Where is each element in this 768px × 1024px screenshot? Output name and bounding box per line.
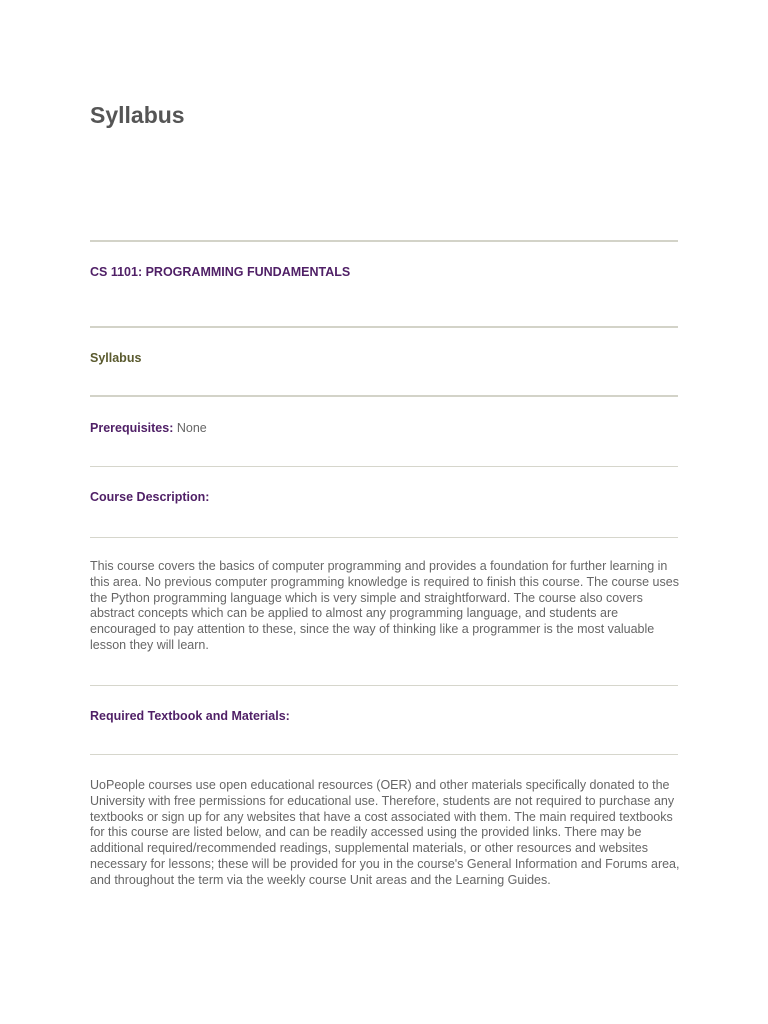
divider bbox=[90, 326, 678, 328]
textbook-text: UoPeople courses use open educational resources (OER) and other materials specifically donated to the University with free permissions for educational use. Therefore, students are not required to purchase any textbooks or sign up for any websites that have a cost associated with them. The main required textbooks for this course are listed below, and can be readily accessed using the provided links. There may be additional required/recommended readings, supplemental materials, or other resources and websites necessary for lessons; these will be provided for you in the course's General Information and Forums area, and throughout the term via the weekly course Unit areas and the Learning Guides. bbox=[90, 778, 680, 887]
divider bbox=[90, 240, 678, 242]
prerequisites-label: Prerequisites: bbox=[90, 421, 174, 435]
divider bbox=[90, 685, 678, 686]
course-title: CS 1101: PROGRAMMING FUNDAMENTALS bbox=[90, 265, 351, 279]
section-label: Syllabus bbox=[90, 351, 142, 365]
prerequisites-row bbox=[90, 420, 207, 436]
course-description-text: This course covers the basics of computer programming and provides a foundation for further learning in this area. No previous computer programming knowledge is required to finish this course. The course uses the Python programming language which is very simple and straightforward. The course also covers abstract concepts which can be applied to almost any programming language, and students are encouraged to pay attention to these, since the way of thinking like a programmer is the most valuable lesson they will learn. bbox=[90, 559, 679, 652]
divider bbox=[90, 466, 678, 467]
divider bbox=[90, 395, 678, 397]
textbook-heading: Required Textbook and Materials: bbox=[90, 709, 290, 723]
divider bbox=[90, 754, 678, 755]
page-title: Syllabus bbox=[90, 102, 185, 128]
course-description-heading: Course Description: bbox=[90, 490, 210, 504]
prerequisites-value: None bbox=[176, 421, 207, 435]
divider bbox=[90, 537, 678, 538]
